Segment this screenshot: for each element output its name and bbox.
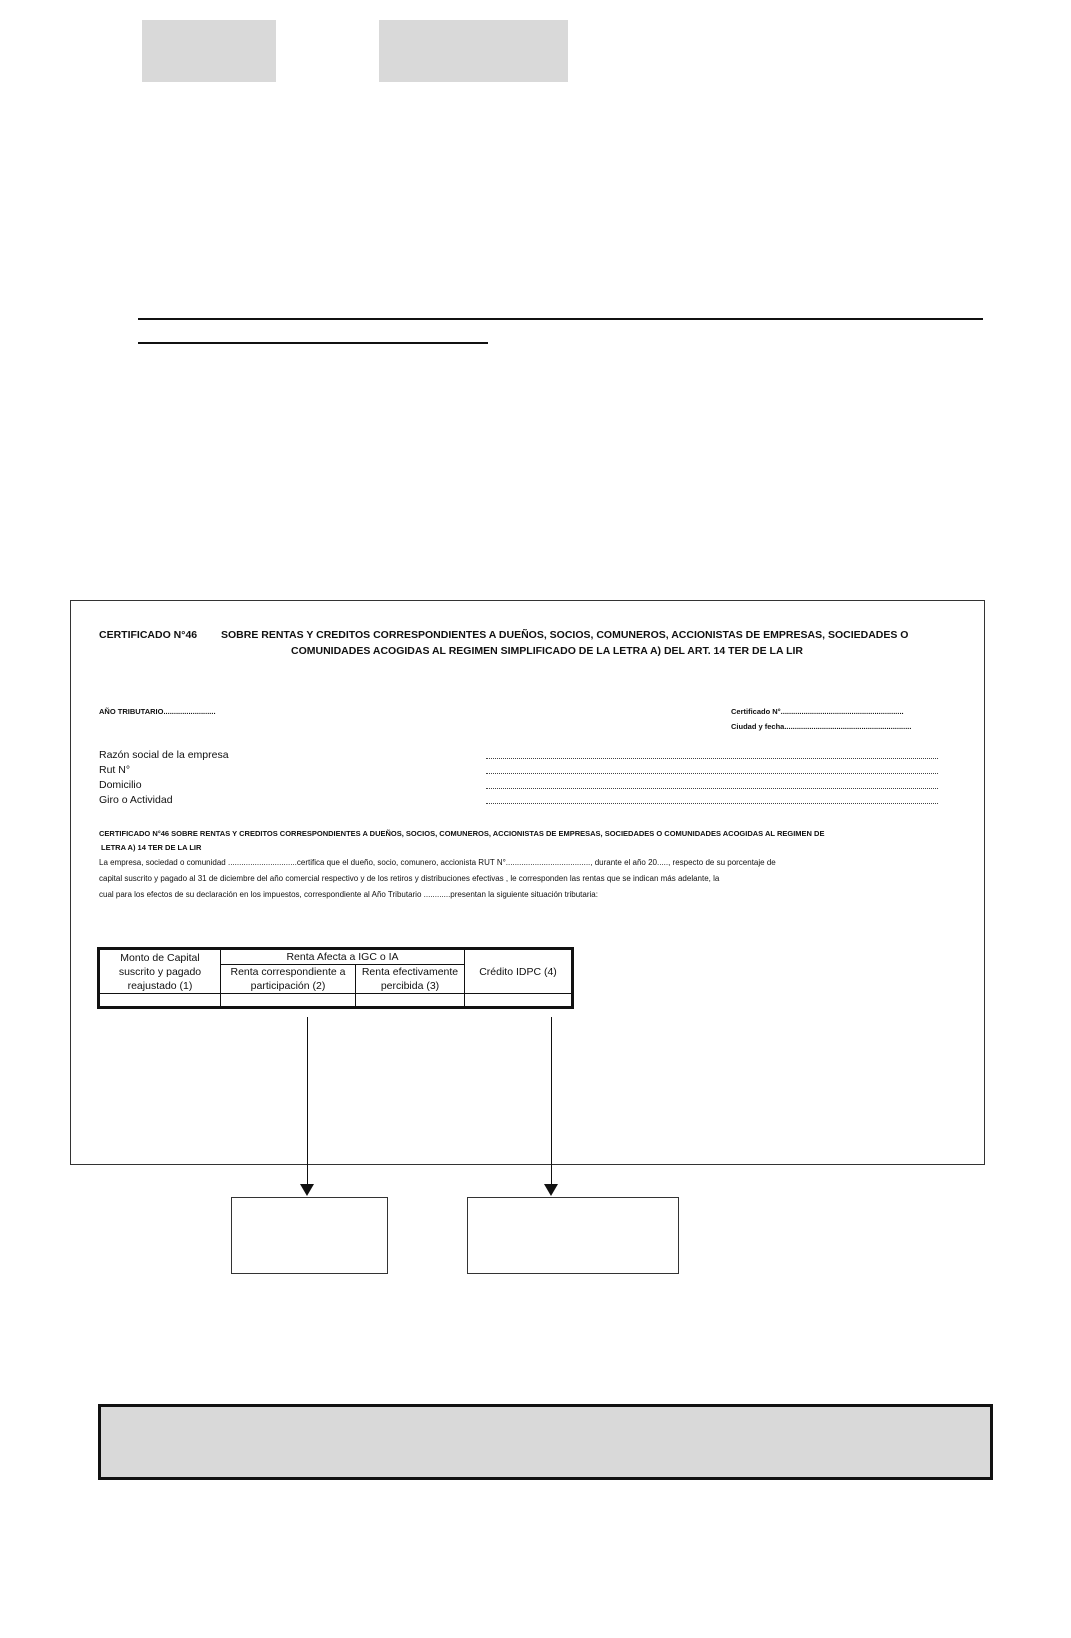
redacted-block-2	[379, 20, 568, 82]
table-row	[99, 994, 573, 1008]
body-heading-1: CERTIFICADO N°46 SOBRE RENTAS Y CREDITOS CORRESPONDIENTES A DUEÑOS, SOCIOS, COMUNEROS, ACCIONISTAS DE EMPRESAS, SOCIEDADES O COMUNIDADES ACOGIDAS AL REGIMEN DE	[99, 829, 825, 838]
body-line-1: La empresa, sociedad o comunidad ...............................certifica que el dueño, socio, comunero, accionista RUT N°......................................, durante el año 20....., respecto de su porcentaje de	[99, 858, 776, 867]
field-razon-social: Razón social de la empresa	[99, 749, 229, 761]
field-domicilio: Domicilio	[99, 779, 142, 791]
cert-title-number: CERTIFICADO N°46	[99, 629, 198, 641]
field-giro: Giro o Actividad	[99, 794, 173, 806]
col-credito-idpc: Crédito IDPC (4)	[465, 949, 573, 994]
certificado-numero: Certificado N°...........................................................	[731, 707, 904, 716]
target-box-left	[231, 1197, 388, 1274]
ciudad-fecha: Ciudad y fecha.............................................................	[731, 722, 912, 731]
rule-line-2	[138, 342, 488, 344]
arrow-line-left	[307, 1017, 308, 1184]
ano-tributario: AÑO TRIBUTARIO.........................	[99, 707, 216, 716]
field-rut-line	[486, 773, 938, 774]
redacted-block-1	[142, 20, 276, 82]
field-giro-line	[486, 803, 938, 804]
cert-title-line2: COMUNIDADES ACOGIDAS AL REGIMEN SIMPLIFICADO DE LA LETRA A) DEL ART. 14 TER DE LA LIR	[291, 645, 803, 657]
target-box-right	[467, 1197, 679, 1274]
arrow-head-left	[300, 1184, 314, 1196]
field-razon-social-line	[486, 758, 938, 759]
field-domicilio-line	[486, 788, 938, 789]
body-heading-2: LETRA A) 14 TER DE LA LIR	[101, 843, 202, 852]
col-group-renta-afecta: Renta Afecta a IGC o IA	[221, 949, 465, 965]
body-line-2: capital suscrito y pagado al 31 de diciembre del año comercial respectivo y de los retiros y distribuciones efectivas , le corresponden las rentas que se indican más adelante, la	[99, 874, 720, 883]
body-line-3: cual para los efectos de su declaración en los impuestos, correspondiente al Año Tributario ............presentan la siguiente situación tributaria:	[99, 890, 598, 899]
redacted-footer-box	[98, 1404, 993, 1480]
col-renta-percibida: Renta efectivamente percibida (3)	[356, 965, 465, 994]
cert-title-line1: SOBRE RENTAS Y CREDITOS CORRESPONDIENTES A DUEÑOS, SOCIOS, COMUNEROS, ACCIONISTAS DE EMPRESAS, SOCIEDADES O	[221, 629, 909, 641]
renta-table	[97, 947, 574, 1009]
col-renta-participacion: Renta correspondiente a participación (2)	[221, 965, 356, 994]
arrow-line-right	[551, 1017, 552, 1184]
rule-line-1	[138, 318, 983, 320]
arrow-head-right	[544, 1184, 558, 1196]
certificate-figure	[70, 600, 985, 1165]
field-rut: Rut N°	[99, 764, 131, 776]
col-monto-capital: Monto de Capital suscrito y pagado reajustado (1)	[99, 949, 221, 994]
